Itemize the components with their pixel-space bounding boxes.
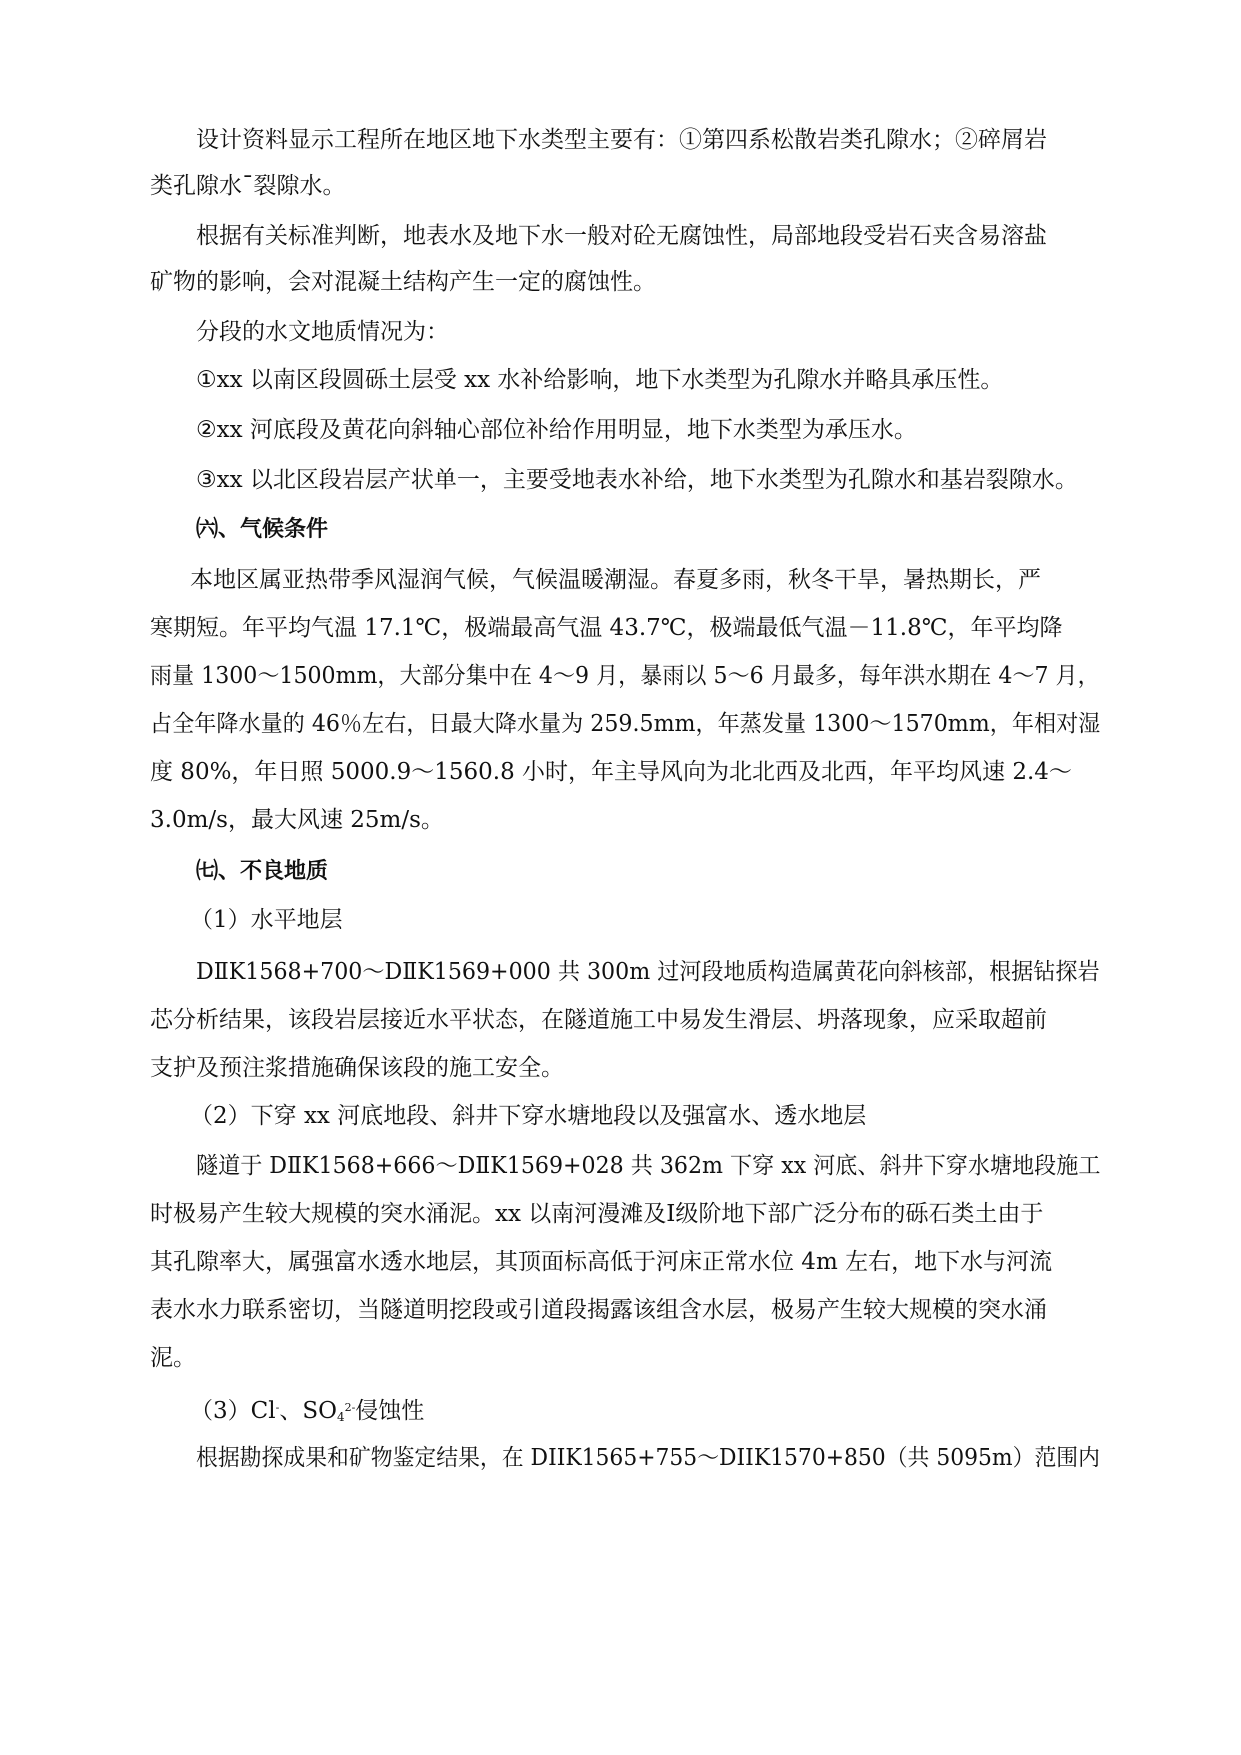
chloride-charge: - (275, 1401, 280, 1414)
paragraph-river-crossing-line-2: 时极易产生较大规模的突水涌泥。xx 以南河漫滩及Ⅰ级阶地下部广泛分布的砾石类土由于 (150, 1201, 1044, 1227)
section-heading-adverse-geology: ㈦、不良地质 (196, 859, 329, 884)
paragraph-hydrology-intro: 分段的水文地质情况为： (196, 319, 449, 345)
paragraph-river-crossing-line-4: 表水水力联系密切，当隧道明挖段或引道段揭露该组含水层，极易产生较大规模的突水涌 (150, 1297, 1047, 1323)
paragraph-horizontal-strata-line-1: DⅡK1568+700～DⅡK1569+000 共 300m 过河段地质构造属黄花向斜核部，根据钻探岩 (196, 959, 1100, 985)
paragraph-river-crossing-line-1: 隧道于 DⅡK1568+666～DⅡK1569+028 共 362m 下穿 xx 河底、斜井下穿水塘地段施工 (196, 1153, 1101, 1179)
paragraph-groundwater-line-2: 类孔隙水¯裂隙水。 (150, 173, 346, 199)
paragraph-survey-results-line-1: 根据勘探成果和矿物鉴定结果，在 DIIK1565+755～DIIK1570+850（共 5095m）范围内 (196, 1445, 1100, 1471)
paragraph-river-crossing-line-3: 其孔隙率大，属强富水透水地层，其顶面标高低于河床正常水位 4m 左右，地下水与河流 (150, 1249, 1053, 1275)
subheading-river-crossing: （2）下穿 xx 河底地段、斜井下穿水塘地段以及强富水、透水地层 (190, 1103, 867, 1129)
paragraph-horizontal-strata-line-3: 支护及预注浆措施确保该段的施工安全。 (150, 1055, 564, 1081)
subheading-part-2: 、SO (279, 1398, 337, 1424)
subheading-chloride-sulfate-erosion (190, 1392, 424, 1433)
subheading-horizontal-strata: （1）水平地层 (190, 907, 343, 933)
paragraph-horizontal-strata-line-2: 芯分析结果，该段岩层接近水平状态，在隧道施工中易发生滑层、坍落现象，应采取超前 (150, 1007, 1047, 1033)
subheading-part-3: 侵蚀性 (355, 1398, 425, 1424)
subheading-part-1: （3）Cl (190, 1398, 276, 1424)
paragraph-climate-line-1: 本地区属亚热带季风湿润气候，气候温暖潮湿。春夏多雨，秋冬干旱，暑热期长，严 (190, 567, 1041, 593)
paragraph-climate-line-4: 占全年降水量的 46％左右，日最大降水量为 259.5mm，年蒸发量 1300～1570mm，年相对湿 (150, 711, 1101, 737)
paragraph-groundwater-line-1: 设计资料显示工程所在地区地下水类型主要有：①第四系松散岩类孔隙水；②碎屑岩 (196, 127, 1047, 153)
section-heading-climate: ㈥、气候条件 (196, 517, 329, 542)
list-item-hydrology-2: ②xx 河底段及黄花向斜轴心部位补给作用明显，地下水类型为承压水。 (196, 417, 917, 443)
paragraph-river-crossing-line-5: 泥。 (150, 1345, 196, 1371)
list-item-hydrology-1: ①xx 以南区段圆砾土层受 xx 水补给影响，地下水类型为孔隙水并略具承压性。 (196, 367, 1004, 393)
sulfate-subscript: 4 (336, 1410, 345, 1424)
paragraph-corrosion-line-2: 矿物的影响，会对混凝土结构产生一定的腐蚀性。 (150, 269, 656, 295)
paragraph-climate-line-3: 雨量 1300～1500mm，大部分集中在 4～9 月，暴雨以 5～6 月最多，每年洪水期在 4～7 月， (150, 663, 1100, 689)
paragraph-climate-line-5: 度 80%，年日照 5000.9～1560.8 小时，年主导风向为北北西及北西，年平均风速 2.4～ (150, 759, 1072, 785)
paragraph-corrosion-line-1: 根据有关标准判断，地表水及地下水一般对砼无腐蚀性，局部地段受岩石夹含易溶盐 (196, 223, 1047, 249)
list-item-hydrology-3: ③xx 以北区段岩层产状单一，主要受地表水补给，地下水类型为孔隙水和基岩裂隙水。 (196, 467, 1078, 493)
paragraph-climate-line-2: 寒期短。年平均气温 17.1℃，极端最高气温 43.7℃，极端最低气温－11.8℃，年平均降 (150, 615, 1063, 641)
paragraph-climate-line-6: 3.0m/s，最大风速 25m/s。 (150, 807, 444, 833)
sulfate-charge: 2- (344, 1401, 356, 1414)
